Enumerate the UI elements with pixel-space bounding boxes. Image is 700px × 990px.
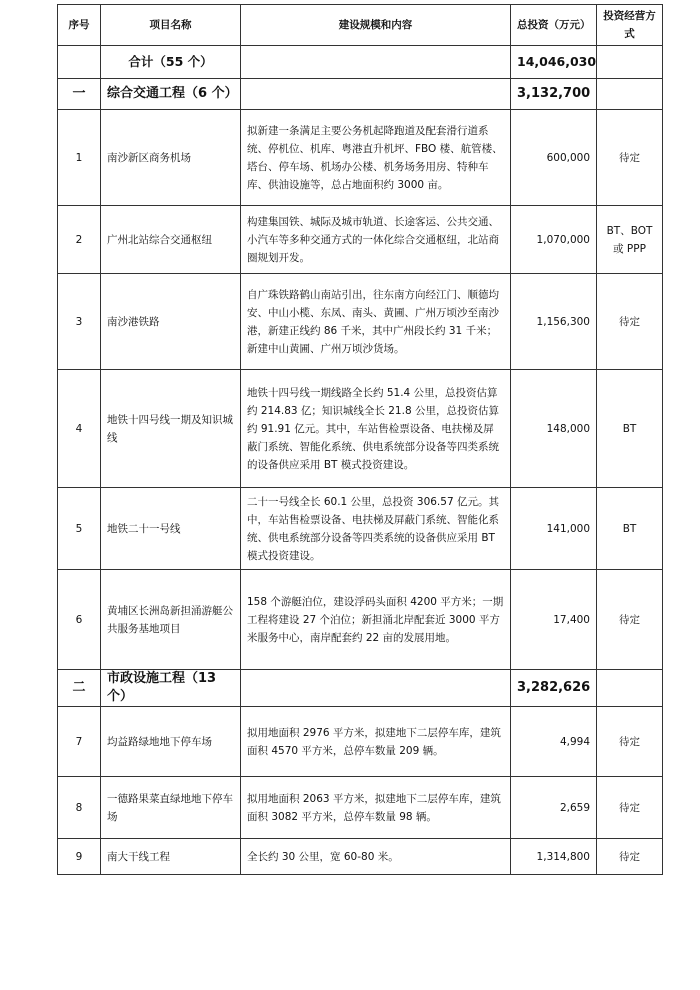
header-mode: 投资经营方式 xyxy=(597,5,663,46)
row-name: 一德路果菜直绿地地下停车场 xyxy=(101,777,241,839)
row-no: 5 xyxy=(58,488,101,570)
table-row xyxy=(58,777,663,839)
row-no: 8 xyxy=(58,777,101,839)
row-investment: 2,659 xyxy=(511,777,597,839)
row-investment: 4,994 xyxy=(511,707,597,777)
row-name: 南沙港铁路 xyxy=(101,274,241,370)
row-mode: 待定 xyxy=(597,777,663,839)
header-name: 项目名称 xyxy=(101,5,241,46)
table-row xyxy=(58,110,663,206)
header-row xyxy=(58,5,663,46)
row-name: 地铁十四号线一期及知识城线 xyxy=(101,370,241,488)
table-row xyxy=(58,570,663,670)
section-investment: 3,282,626 xyxy=(511,670,597,707)
row-desc: 拟用地面积 2063 平方米，拟建地下二层停车库，建筑面积 3082 平方米，总停车数量 98 辆。 xyxy=(241,777,511,839)
row-no: 1 xyxy=(58,110,101,206)
row-no: 3 xyxy=(58,274,101,370)
row-name: 南沙新区商务机场 xyxy=(101,110,241,206)
total-label: 合计（55 个） xyxy=(101,46,241,79)
header-investment: 总投资（万元） xyxy=(511,5,597,46)
row-desc: 自广珠铁路鹤山南站引出，往东南方向经江门、顺德均安、中山小榄、东凤、南头、黄圃、广州万顷沙至南沙港，新建正线约 86 千米，其中广州段长约 31 千米；新建中山黄圃、广州万顷沙货场。 xyxy=(241,274,511,370)
row-no: 9 xyxy=(58,839,101,875)
row-no: 6 xyxy=(58,570,101,670)
row-mode: 待定 xyxy=(597,707,663,777)
row-desc: 构建集国铁、城际及城市轨道、长途客运、公共交通、小汽车等多种交通方式的一体化综合交通枢纽，北站商圈规划开发。 xyxy=(241,206,511,274)
row-mode: BT、BOT 或 PPP xyxy=(597,206,663,274)
row-mode: BT xyxy=(597,370,663,488)
row-mode: 待定 xyxy=(597,274,663,370)
table-row xyxy=(58,707,663,777)
row-name: 黄埔区长洲岛新担涌游艇公共服务基地项目 xyxy=(101,570,241,670)
row-mode: BT xyxy=(597,488,663,570)
investment-table xyxy=(57,4,663,875)
section-no: 一 xyxy=(58,79,101,110)
section-no: 二 xyxy=(58,670,101,707)
row-investment: 600,000 xyxy=(511,110,597,206)
table-row xyxy=(58,839,663,875)
row-desc: 拟新建一条满足主要公务机起降跑道及配套滑行道系统、停机位、机库、粤港直升机坪、FBO 楼、航管楼、塔台、停车场、机场办公楼、机务场务用房、特种车库、供油设施等，总占地面积约 3000 亩。 xyxy=(241,110,511,206)
row-investment: 1,070,000 xyxy=(511,206,597,274)
row-desc: 158 个游艇泊位，建设浮码头面积 4200 平方米；一期工程将建设 27 个泊位；新担涌北岸配套近 3000 平方米服务中心，南岸配套约 22 亩的发展用地。 xyxy=(241,570,511,670)
total-row xyxy=(58,46,663,79)
table-row xyxy=(58,370,663,488)
row-desc: 二十一号线全长 60.1 公里，总投资 306.57 亿元。其中，车站售检票设备、电扶梯及屏蔽门系统、智能化系统、供电系统部分设备等四类系统的设备供应采用 BT 模式投资建设。 xyxy=(241,488,511,570)
header-no: 序号 xyxy=(58,5,101,46)
row-desc: 拟用地面积 2976 平方米，拟建地下二层停车库，建筑面积 4570 平方米，总停车数量 209 辆。 xyxy=(241,707,511,777)
row-no: 7 xyxy=(58,707,101,777)
section-title: 市政设施工程（13 个） xyxy=(101,670,241,707)
total-investment: 14,046,030 xyxy=(511,46,597,79)
row-investment: 141,000 xyxy=(511,488,597,570)
row-desc: 地铁十四号线一期线路全长约 51.4 公里，总投资估算约 214.83 亿；知识城线全长 21.8 公里，总投资估算约 91.91 亿元。其中，车站售检票设备、电扶梯及屏蔽门系统、智能化系统、供电系统部分设备等四类系统的设备供应采用 BT 模式投资建设。 xyxy=(241,370,511,488)
section-row xyxy=(58,79,663,110)
section-row xyxy=(58,670,663,707)
row-mode: 待定 xyxy=(597,839,663,875)
table-row xyxy=(58,274,663,370)
row-desc: 全长约 30 公里，宽 60-80 米。 xyxy=(241,839,511,875)
row-mode: 待定 xyxy=(597,570,663,670)
row-investment: 1,314,800 xyxy=(511,839,597,875)
section-title: 综合交通工程（6 个） xyxy=(101,79,241,110)
row-name: 广州北站综合交通枢纽 xyxy=(101,206,241,274)
row-no: 4 xyxy=(58,370,101,488)
row-investment: 148,000 xyxy=(511,370,597,488)
row-investment: 17,400 xyxy=(511,570,597,670)
table-row xyxy=(58,206,663,274)
header-desc: 建设规模和内容 xyxy=(241,5,511,46)
row-no: 2 xyxy=(58,206,101,274)
row-mode: 待定 xyxy=(597,110,663,206)
row-investment: 1,156,300 xyxy=(511,274,597,370)
table-row xyxy=(58,488,663,570)
row-name: 均益路绿地地下停车场 xyxy=(101,707,241,777)
row-name: 地铁二十一号线 xyxy=(101,488,241,570)
section-investment: 3,132,700 xyxy=(511,79,597,110)
row-name: 南大干线工程 xyxy=(101,839,241,875)
